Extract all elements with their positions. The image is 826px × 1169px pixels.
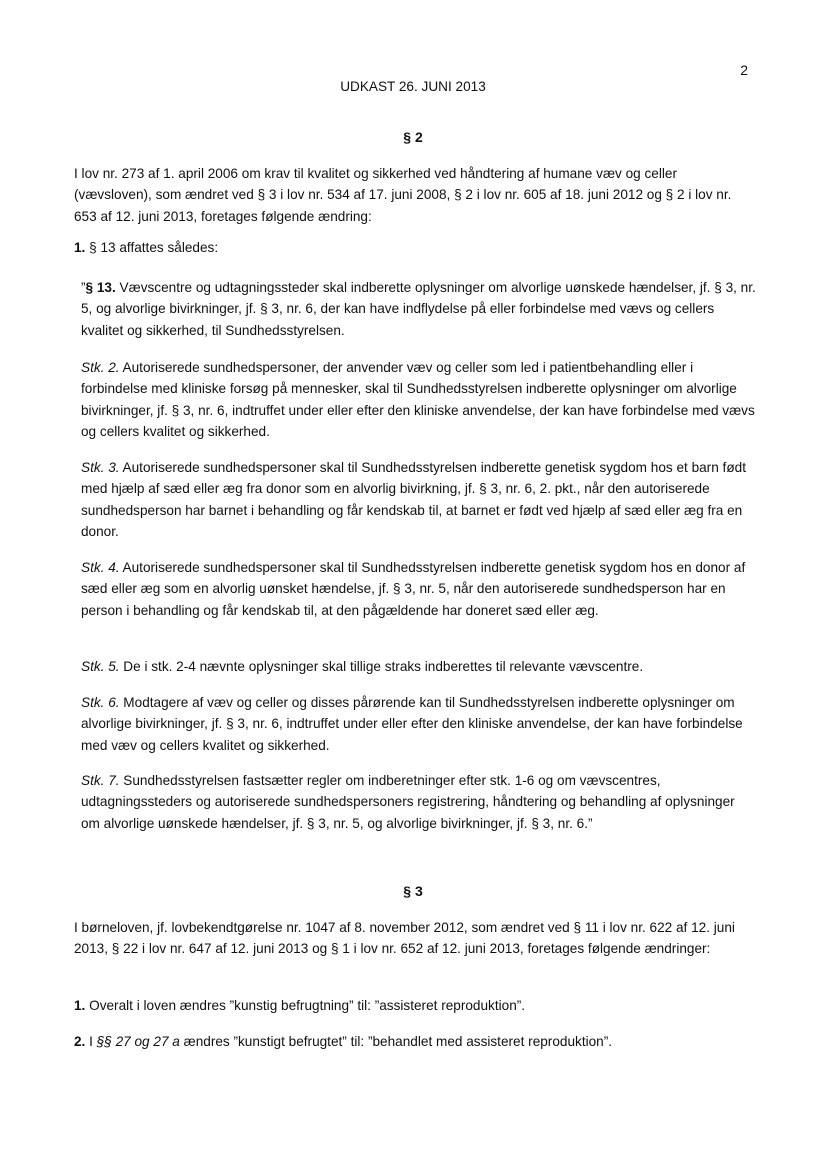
change-number: 1. <box>74 998 86 1013</box>
stk-text: Modtagere af væv og celler og disses pårørende kan til Sundhedsstyrelsen indberette oplysninger om alvorlige bivirkninger, jf. § 3, nr. 6, indtruffet under eller efter den kliniske anvendelse, der kan have forbindelse med væv og cellers kvalitet og sikkerhed. <box>81 695 743 753</box>
stk-text: Autoriserede sundhedspersoner skal til Sundhedsstyrelsen indberette genetisk sygdom hos et barn født med hjælp af sæd eller æg fra donor som en alvorlig bivirkning, jf. § 3, nr. 6, 2. pkt., når den autoriserede sundhedsperson har barnet i behandling og får kendskab til, at barnet er født ved hjælp af sæd eller æg fra en donor. <box>81 460 746 539</box>
section-3-change-1 <box>74 995 750 1016</box>
paragraph-13 <box>74 277 757 341</box>
stk-5 <box>74 656 757 677</box>
stk-text: Sundhedsstyrelsen fastsætter regler om indberetninger efter stk. 1-6 og om vævscentres, udtagningssteders og autoriserede sundhedspersoners registrering, håndtering og behandling af oplysninger om alvorlige uønskede hændelser, jf. § 3, nr. 5, og alvorlige bivirkninger, jf. § 3, nr. 6.” <box>81 773 735 831</box>
stk-4 <box>74 557 757 621</box>
section-2-intro: I lov nr. 273 af 1. april 2006 om krav til kvalitet og sikkerhed ved håndtering af humane væv og celler (vævsloven), som ændret ved § 3 i lov nr. 534 af 17. juni 2008, § 2 i lov nr. 605 af 18. juni 2012 og § 2 i lov nr. 653 af 12. juni 2013, foretages følgende ændring: <box>74 166 732 224</box>
stk-label: Stk. 5. <box>81 659 120 674</box>
change-text-post: ændres ”kunstigt befrugtet” til: ”behandlet med assisteret reproduktion”. <box>179 1034 613 1049</box>
stk-text: Autoriserede sundhedspersoner skal til Sundhedsstyrelsen indberette genetisk sygdom hos en donor af sæd eller æg som en alvorlig uønsket hændelse, jf. § 3, nr. 5, når den autoriserede sundhedsperson har en person i behandling og får kendskab til, at den pågældende har doneret sæd eller æg. <box>81 560 746 618</box>
stk-text: De i stk. 2-4 nævnte oplysninger skal tillige straks indberettes til relevante vævscentre. <box>119 659 644 674</box>
stk-6 <box>74 692 757 756</box>
draft-header: UDKAST 26. JUNI 2013 <box>340 79 486 94</box>
section-2-heading: § 2 <box>403 129 423 145</box>
opening-quote: ” <box>81 280 86 295</box>
change-number: 2. <box>74 1034 86 1049</box>
paragraph-label: § 13. <box>85 280 116 295</box>
section-3-change-2 <box>74 1031 750 1052</box>
stk-text: Autoriserede sundhedspersoner, der anvender væv og celler som led i patientbehandling eller i forbindelse med kliniske forsøg på mennesker, skal til Sundhedsstyrelsen indberette oplysninger om alvorlige bivirkninger, jf. § 3, nr. 6, indtruffet under eller efter den kliniske anvendelse, der kan have forbindelse med vævs og cellers kvalitet og sikkerhed. <box>81 360 755 439</box>
stk-label: Stk. 7. <box>81 773 120 788</box>
change-text: Overalt i loven ændres ”kunstig befrugtning” til: ”assisteret reproduktion”. <box>85 998 526 1013</box>
stk-3 <box>74 457 757 542</box>
stk-7 <box>74 770 757 834</box>
change-text-pre: I <box>85 1034 97 1049</box>
section-reference: §§ 27 og 27 a <box>96 1034 180 1049</box>
section-3-heading: § 3 <box>403 883 423 899</box>
stk-label: Stk. 6. <box>81 695 120 710</box>
change-text: § 13 affattes således: <box>85 240 219 255</box>
section-3-intro: I børneloven, jf. lovbekendtgørelse nr. 1047 af 8. november 2012, som ændret ved § 11 i lov nr. 622 af 12. juni 2013, § 22 i lov nr. 647 af 12. juni 2013 og § 1 i lov nr. 652 af 12. juni 2013, foretages følgende ændringer: <box>74 920 735 957</box>
paragraph-text: Vævscentre og udtagningssteder skal indberette oplysninger om alvorlige uønskede hændelser, jf. § 3, nr. 5, og alvorlige bivirkninger, jf. § 3, nr. 6, der kan have indflydelse på eller forbindelse med vævs og cellers kvalitet og sikkerhed, til Sundhedsstyrelsen. <box>81 280 756 338</box>
stk-label: Stk. 2. <box>81 360 120 375</box>
page-number: 2 <box>740 62 748 78</box>
section-2-change-1 <box>74 237 750 258</box>
stk-label: Stk. 3. <box>81 460 120 475</box>
change-number: 1. <box>74 240 86 255</box>
stk-label: Stk. 4. <box>81 560 120 575</box>
stk-2 <box>74 357 757 442</box>
